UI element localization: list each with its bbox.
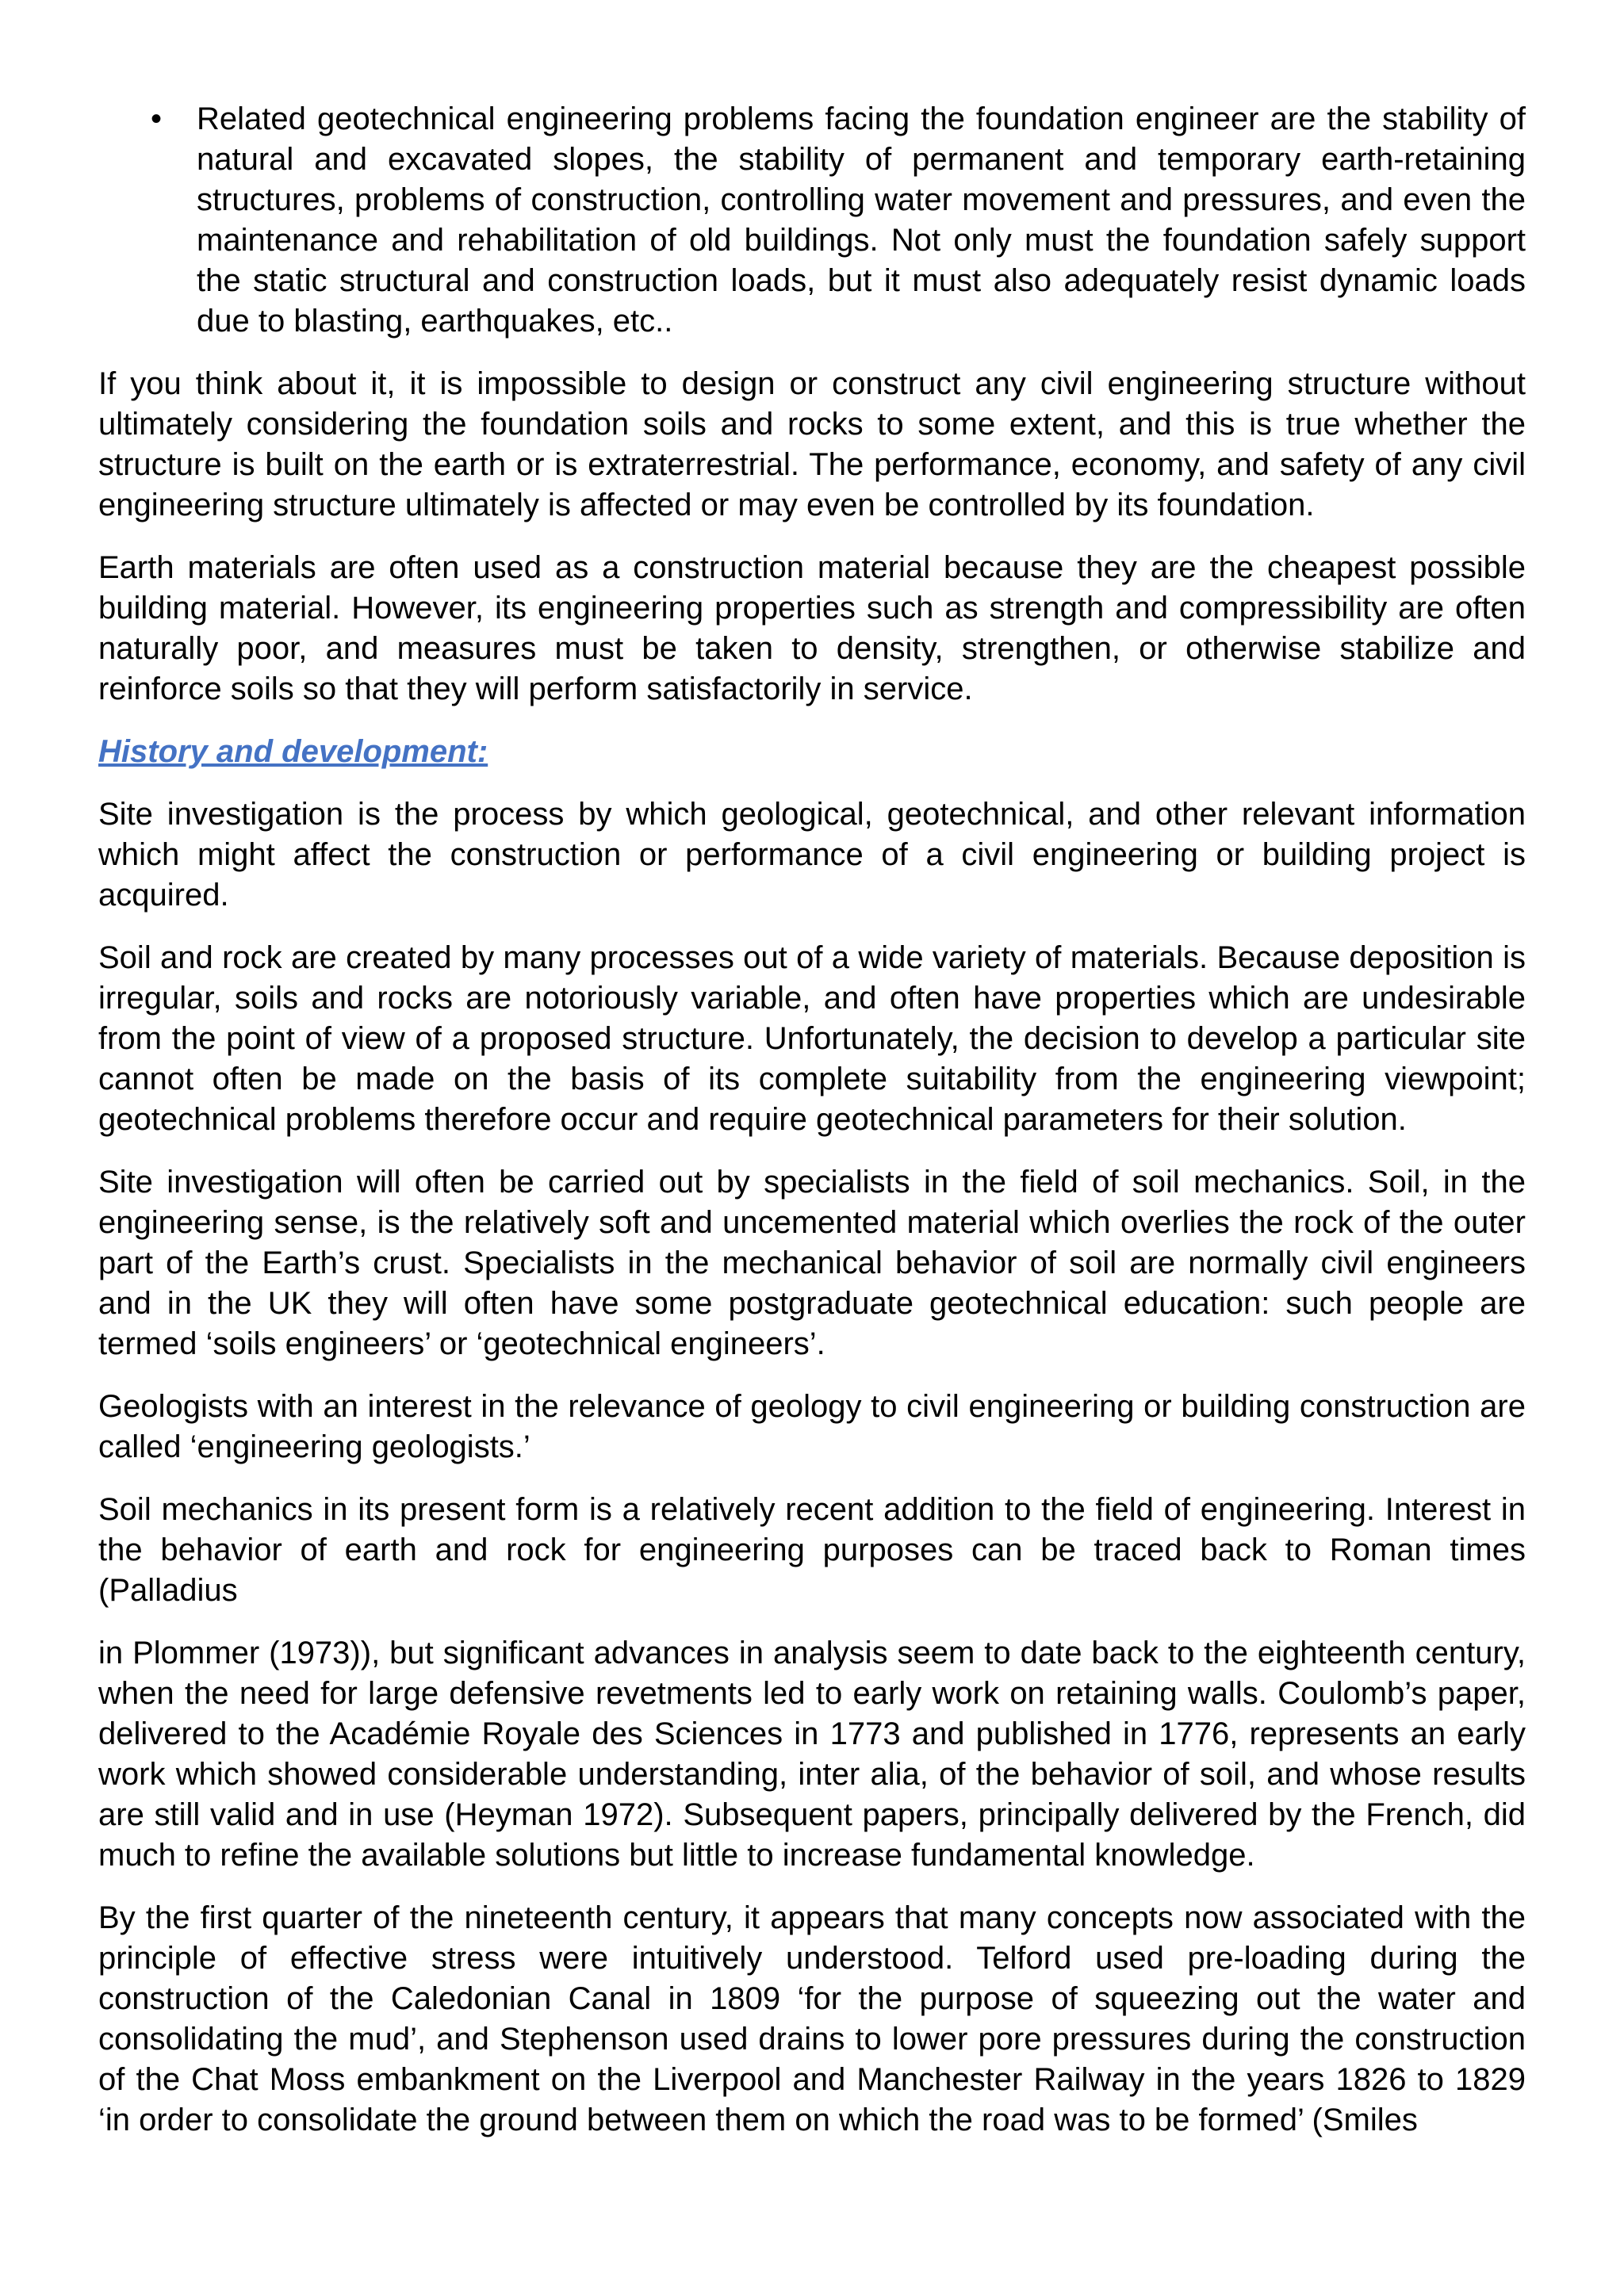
paragraph-nineteenth-century: By the first quarter of the nineteenth century, it appears that many concepts now associated with the principle of effective stress were intuitively understood. Telford used pre-loading during the construction of the Caledonian Canal in 1809 ‘for the purpose of squeezing out the water and consolidating the mud’, and Stephenson used drains to lower pore pressures during the construction of the Chat Moss embankment on the Liverpool and Manchester Railway in the years 1826 to 1829 ‘in order to consolidate the ground between them on which the road was to be formed’ (Smiles <box>98 1900 1526 2137</box>
section-heading-history: History and development: <box>98 734 488 769</box>
document-page <box>98 99 1526 2163</box>
paragraph-foundation-importance: If you think about it, it is impossible to design or construct any civil engineering structure without ultimately considering the foundation soils and rocks to some extent, and this is true whether the structure is built on the earth or is extraterrestrial. The performance, economy, and safety of any civil engineering structure ultimately is affected or may even be controlled by its foundation. <box>98 366 1526 522</box>
paragraph-site-investigation: Site investigation is the process by which geological, geotechnical, and other relevant information which might affect the construction or performance of a civil engineering or building project is acquired. <box>98 797 1526 913</box>
bullet-text: Related geotechnical engineering problems facing the foundation engineer are the stability of natural and excavated slopes, the stability of permanent and temporary earth-retaining structures, problems of construction, controlling water movement and pressures, and even the maintenance and rehabilitation of old buildings. Not only must the foundation safely support the static structural and construction loads, but it must also adequately resist dynamic loads due to blasting, earthquakes, etc.. <box>197 101 1526 339</box>
paragraph-soil-mechanics-history: Soil mechanics in its present form is a relatively recent addition to the field of engineering. Interest in the behavior of earth and rock for engineering purposes can be traced back to Roman times (Palladius <box>98 1492 1526 1608</box>
paragraph-specialists: Site investigation will often be carried out by specialists in the field of soil mechanics. Soil, in the engineering sense, is the relatively soft and uncemented material which overlies the rock of the outer part of the Earth’s crust. Specialists in the mechanical behavior of soil are normally civil engineers and in the UK they will often have some postgraduate geotechnical education: such people are termed ‘soils engineers’ or ‘geotechnical engineers’. <box>98 1165 1526 1361</box>
paragraph-eighteenth-century: in Plommer (1973)), but significant advances in analysis seem to date back to the eighteenth century, when the need for large defensive revetments led to early work on retaining walls. Coulomb’s paper, delivered to the Académie Royale des Sciences in 1773 and published in 1776, represents an early work which showed considerable understanding, inter alia, of the behavior of soil, and whose results are still valid and in use (Heyman 1972). Subsequent papers, principally delivered by the French, did much to refine the available solutions but little to increase fundamental knowledge. <box>98 1636 1526 1873</box>
paragraph-earth-materials: Earth materials are often used as a construction material because they are the cheapest possible building material. However, its engineering properties such as strength and compressibility are often naturally poor, and measures must be taken to density, strengthen, or otherwise stabilize and reinforce soils so that they will perform satisfactorily in service. <box>98 550 1526 706</box>
bullet-marker: • <box>151 101 163 136</box>
paragraph-engineering-geologists: Geologists with an interest in the relevance of geology to civil engineering or building construction are called ‘engineering geologists.’ <box>98 1389 1526 1464</box>
paragraph-soil-rock-variability: Soil and rock are created by many processes out of a wide variety of materials. Because deposition is irregular, soils and rocks are notoriously variable, and often have properties which are undesirable from the point of view of a proposed structure. Unfortunately, the decision to develop a particular site cannot often be made on the basis of its complete suitability from the engineering viewpoint; geotechnical problems therefore occur and require geotechnical parameters for their solution. <box>98 940 1526 1137</box>
bullet-list-item <box>98 99 1526 342</box>
